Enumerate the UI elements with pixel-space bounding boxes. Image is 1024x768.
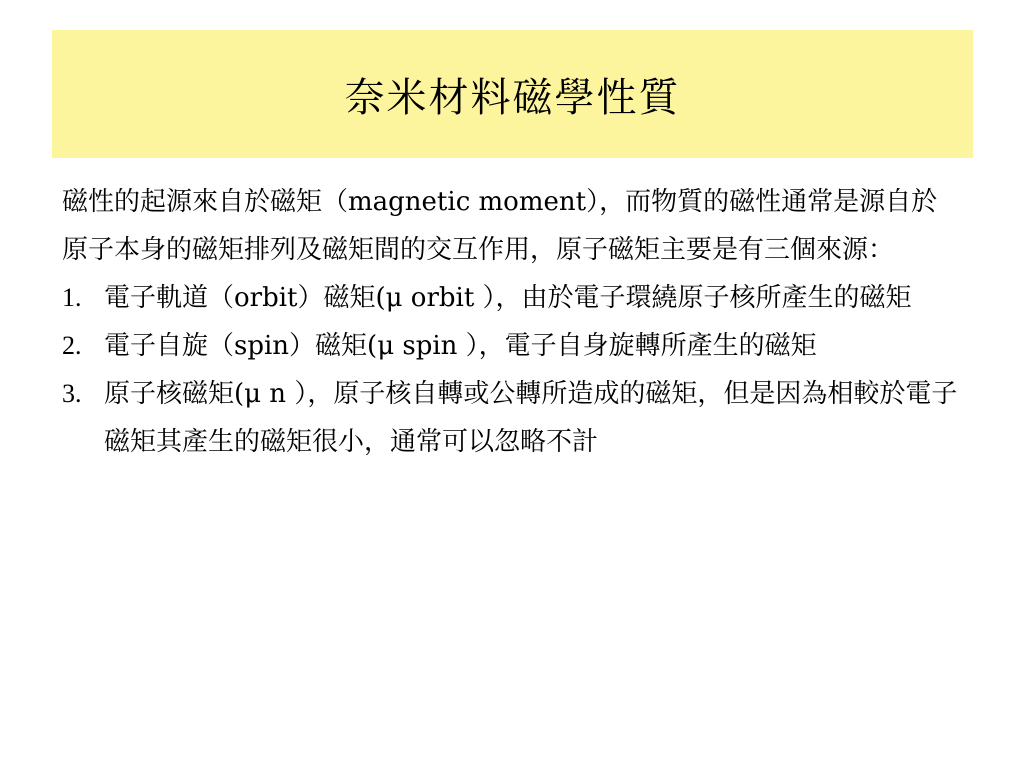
- list-item-text: 原子核磁矩(μ n ），原子核自轉或公轉所造成的磁矩，但是因為相較於電子磁矩其產生的磁矩很小，通常可以忽略不計: [104, 379, 958, 457]
- list-item-number: 3.: [62, 379, 82, 408]
- list-item-number: 2.: [62, 331, 82, 360]
- title-band: [52, 30, 973, 158]
- list-item-1: [62, 274, 962, 322]
- list-item-3: [62, 370, 962, 466]
- slide-title: 奈米材料磁學性質: [344, 74, 681, 121]
- list-item-2: [62, 322, 962, 370]
- intro-paragraph: 磁性的起源來自於磁矩（magnetic moment），而物質的磁性通常是源自於原子本身的磁矩排列及磁矩間的交互作用，原子磁矩主要是有三個來源：: [62, 187, 938, 265]
- list-item-text: 電子自旋（spin）磁矩(μ spin ），電子自身旋轉所產生的磁矩: [104, 331, 817, 361]
- list-item-number: 1.: [62, 283, 82, 312]
- slide-body: [62, 178, 962, 466]
- list-item-text: 電子軌道（orbit）磁矩(μ orbit ），由於電子環繞原子核所產生的磁矩: [104, 283, 912, 313]
